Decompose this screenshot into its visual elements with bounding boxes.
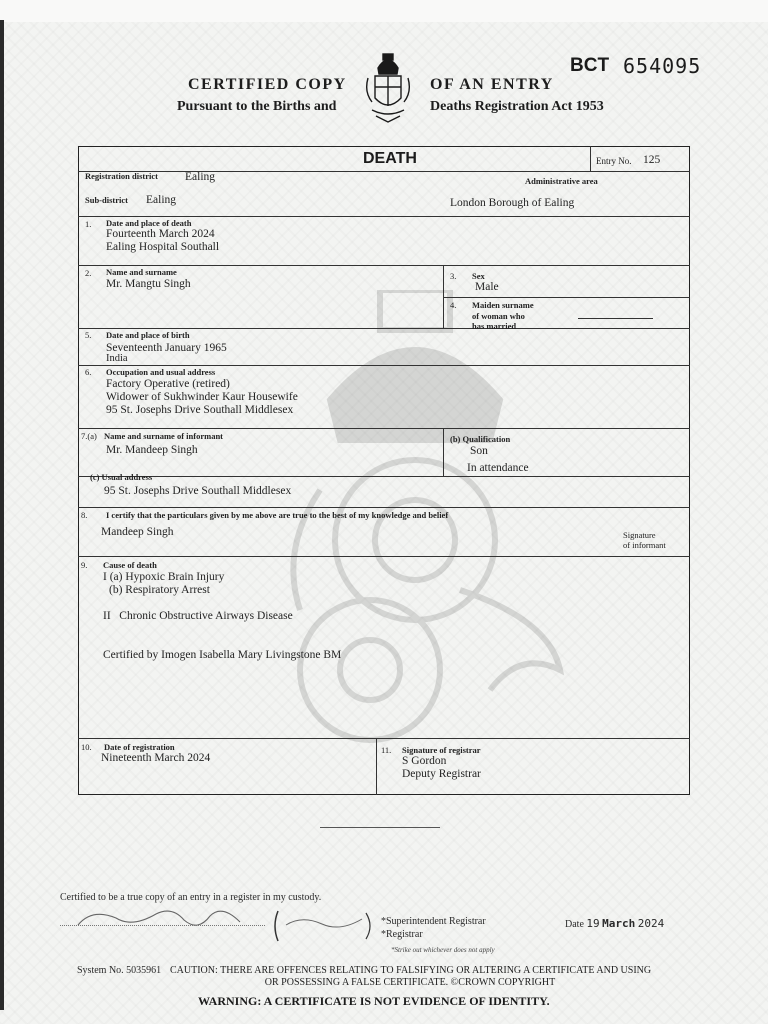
field-11-number: 11. xyxy=(381,745,392,755)
header-certified-copy: CERTIFIED COPY xyxy=(188,76,347,93)
superintendent-registrar: *Superintendent Registrar xyxy=(381,916,486,927)
date-month: March xyxy=(602,917,636,930)
header-act: Deaths Registration Act 1953 xyxy=(430,99,604,114)
field-7-number: 7.(a) xyxy=(81,431,97,441)
serial-prefix: BCT xyxy=(570,55,610,76)
registrar-title: Deputy Registrar xyxy=(402,768,481,780)
registration-district-label: Registration district xyxy=(85,171,158,181)
date-day: 19 xyxy=(586,917,600,930)
entry-label: Entry No. xyxy=(596,156,632,166)
administrative-area-label: Administrative area xyxy=(525,176,598,186)
cause-2: II Chronic Obstructive Airways Disease xyxy=(103,610,293,622)
system-number: System No. 5035961 xyxy=(77,965,162,976)
caution-line-2: OR POSSESSING A FALSE CERTIFICATE. ©CROWN COPYRIGHT xyxy=(264,977,556,988)
field-4-number: 4. xyxy=(450,300,457,310)
certified-true-copy: Certified to be a true copy of an entry in a register in my custody. xyxy=(60,892,322,903)
administrative-area: London Borough of Ealing xyxy=(450,197,575,209)
certificate-date xyxy=(565,917,664,930)
registration-district: Ealing xyxy=(185,171,216,183)
field-1-number: 1. xyxy=(85,219,92,229)
field-6-number: 6. xyxy=(85,367,92,377)
registrar: *Registrar xyxy=(381,929,423,940)
sub-district: Ealing xyxy=(146,194,177,206)
date-place-of-birth-label: Date and place of birth xyxy=(106,330,190,340)
registrar-signature-label: Signature of registrar xyxy=(402,745,481,755)
maiden-surname-label: Maiden surname xyxy=(472,300,534,310)
qualification-attendance: In attendance xyxy=(467,462,529,474)
informant-address: 95 St. Josephs Drive Southall Middlesex xyxy=(104,485,292,497)
date-label: Date xyxy=(565,919,584,930)
informant-name-label: Name and surname of informant xyxy=(104,431,223,441)
deputy-stamp-icon xyxy=(270,907,380,945)
marital-status: Widower of Sukhwinder Kaur Housewife xyxy=(106,391,298,403)
cause-1a: I (a) Hypoxic Brain Injury xyxy=(103,571,225,583)
place-of-birth: India xyxy=(106,353,128,364)
date-of-birth: Seventeenth January 1965 xyxy=(106,342,227,354)
informant-address-label: (c) Usual address xyxy=(90,472,153,482)
scan-top-edge xyxy=(0,0,768,22)
maiden-surname-label-3: has married xyxy=(472,321,517,331)
qualification-relation: Son xyxy=(470,445,488,457)
scan-left-edge xyxy=(0,20,4,1010)
date-of-death: Fourteenth March 2024 xyxy=(106,228,215,240)
maiden-surname-label-2: of woman who xyxy=(472,311,525,321)
informant-signature-name: Mandeep Singh xyxy=(101,526,174,538)
occupation: Factory Operative (retired) xyxy=(106,378,230,390)
sex-value: Male xyxy=(475,281,499,293)
entry-number: 125 xyxy=(643,154,661,166)
field-8-number: 8. xyxy=(81,510,88,520)
field-9-number: 9. xyxy=(81,560,88,570)
place-of-death: Ealing Hospital Southall xyxy=(106,241,220,253)
name-surname-label: Name and surname xyxy=(106,267,177,277)
serial-number: 654095 xyxy=(623,54,702,78)
field-10-number: 10. xyxy=(81,742,92,752)
informant-name: Mr. Mandeep Singh xyxy=(106,444,198,456)
form-title: DEATH xyxy=(363,150,417,167)
registrar-name: S Gordon xyxy=(402,755,447,767)
date-year: 2024 xyxy=(637,917,665,930)
royal-coat-of-arms-icon xyxy=(364,52,412,124)
deceased-name: Mr. Mangtu Singh xyxy=(106,278,191,290)
usual-address: 95 St. Josephs Drive Southall Middlesex xyxy=(106,404,294,416)
strike-out-note: *Strike out whichever does not apply xyxy=(391,946,495,954)
registrar-signature-icon xyxy=(72,900,272,940)
certify-particulars-label: I certify that the particulars given by me above are true to the best of my knowledge and belief xyxy=(106,510,449,520)
field-2-number: 2. xyxy=(85,268,92,278)
header-pursuant: Pursuant to the Births and xyxy=(177,99,337,114)
sub-district-label: Sub-district xyxy=(85,195,128,205)
sex-label: Sex xyxy=(472,271,485,281)
signature-label-2: of informant xyxy=(623,540,666,550)
qualification-label: (b) Qualification xyxy=(450,434,511,444)
caution-line-1: CAUTION: THERE ARE OFFENCES RELATING TO FALSIFYING OR ALTERING A CERTIFICATE AND USING xyxy=(170,965,652,976)
date-place-of-death-label: Date and place of death xyxy=(106,218,192,228)
cause-1b: (b) Respiratory Arrest xyxy=(109,584,210,596)
signature-label-1: Signature xyxy=(623,530,656,540)
occupation-address-label: Occupation and usual address xyxy=(106,367,216,377)
certified-by: Certified by Imogen Isabella Mary Livingstone BM xyxy=(103,649,342,661)
date-of-registration: Nineteenth March 2024 xyxy=(101,752,211,764)
cause-of-death-label: Cause of death xyxy=(103,560,157,570)
header-of-an-entry: OF AN ENTRY xyxy=(430,76,554,93)
field-5-number: 5. xyxy=(85,330,92,340)
date-of-registration-label: Date of registration xyxy=(104,742,175,752)
field-3-number: 3. xyxy=(450,271,457,281)
identity-warning: WARNING: A CERTIFICATE IS NOT EVIDENCE OF IDENTITY. xyxy=(198,994,550,1008)
